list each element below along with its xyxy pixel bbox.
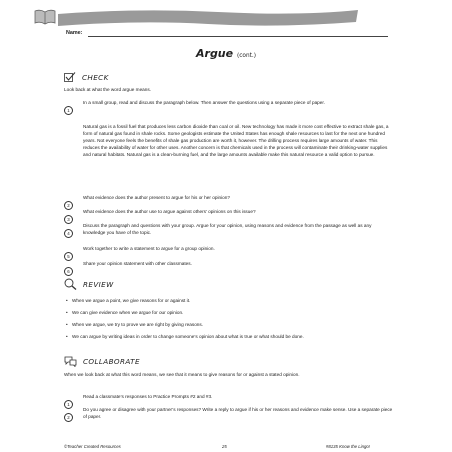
check-item-number: 2 — [64, 194, 74, 204]
shale-gas-paragraph: Natural gas is a fossil fuel that produces less carbon dioxide than coal or oil. New technology has made it more cost effective to extract shale gas, a form of natural gas found in shale rocks. Some geologists estimate the United States has enough shale resources to last for the next one hundred years. Not everyone feels the benefits of shale gas production are worth it, however. The drilling process requires large amounts of water. This reduces the availability of water for other uses. Another concern is that chemicals used in the process will contaminate their drinking-water supplies and natural habitats. Natural gas is a clean-burning fuel, and the large amounts available make this natural resource a valid option to pursue. — [83, 124, 389, 157]
collaborate-item-2: Do you agree or disagree with your partner’s responses? Write a reply to argue if his or her reasons and evidence make sense. Use a separate piece of paper. — [83, 407, 393, 419]
collaborate-heading — [64, 356, 140, 367]
collaborate-intro: When we look back at what this word means, we see that it means to give reasons for or against a stated opinion. — [64, 372, 300, 377]
magnifying-glass-icon — [64, 278, 77, 290]
review-bullet: • We can argue by writing ideas in order to change someone’s opinion about what is true or what should be done. — [72, 333, 392, 340]
check-item-number: 6 — [64, 260, 74, 270]
check-item-number: 3 — [64, 208, 74, 218]
collaborate-item-number: 1 — [64, 393, 74, 403]
page-title — [0, 47, 452, 60]
check-item-2: What evidence does the author present to argue for his or her opinion? — [83, 195, 230, 200]
check-item-5: Work together to write a statement to argue for a group opinion. — [83, 246, 215, 251]
review-bullet: • When we argue a point, we give reasons for or against it. — [72, 297, 392, 304]
name-label: Name: — [66, 30, 83, 36]
review-bullet: • When we argue, we try to prove we are right by giving reasons. — [72, 321, 392, 328]
title-suffix: (cont.) — [236, 53, 256, 59]
footer-book-title: #8135 Know the Lingo! — [326, 444, 370, 449]
checkbox-icon — [64, 72, 76, 82]
review-bullet: • We can give evidence when we argue for our opinion. — [72, 309, 392, 316]
collaborate-item-1: Read a classmate’s responses to Practice Prompts #2 and #3. — [83, 394, 213, 399]
check-item-number: 5 — [64, 245, 74, 255]
review-heading — [64, 278, 114, 290]
check-item-3: What evidence does the author use to argue against others’ opinions on this issue? — [83, 209, 256, 214]
open-book-icon — [34, 8, 56, 26]
check-item-6: Share your opinion statement with other classmates. — [83, 261, 192, 266]
speech-bubbles-icon — [64, 356, 77, 367]
title-word: Argue — [196, 47, 234, 60]
check-item-number: 1 — [64, 99, 74, 109]
footer-page-number: 25 — [222, 444, 227, 449]
footer-copyright: ©Teacher Created Resources — [64, 444, 121, 449]
check-intro: Look back at what the word argue means. — [64, 87, 152, 92]
check-item-1: In a small group, read and discuss the paragraph below. Then answer the questions using a separate piece of paper. — [83, 100, 325, 105]
check-heading — [64, 72, 109, 82]
brush-stroke-banner — [58, 4, 358, 32]
name-field-line[interactable] — [88, 36, 388, 37]
collaborate-item-number: 2 — [64, 406, 74, 416]
check-item-4: Discuss the paragraph and questions with your group. Argue for your opinion, using reasons and evidence from the passage as well as any knowledge you have of the topic. — [83, 223, 372, 235]
check-item-number: 4 — [64, 222, 74, 232]
review-heading-text: REVIEW — [83, 279, 114, 289]
check-heading-text: CHECK — [82, 72, 109, 82]
collaborate-heading-text: COLLABORATE — [83, 357, 140, 366]
